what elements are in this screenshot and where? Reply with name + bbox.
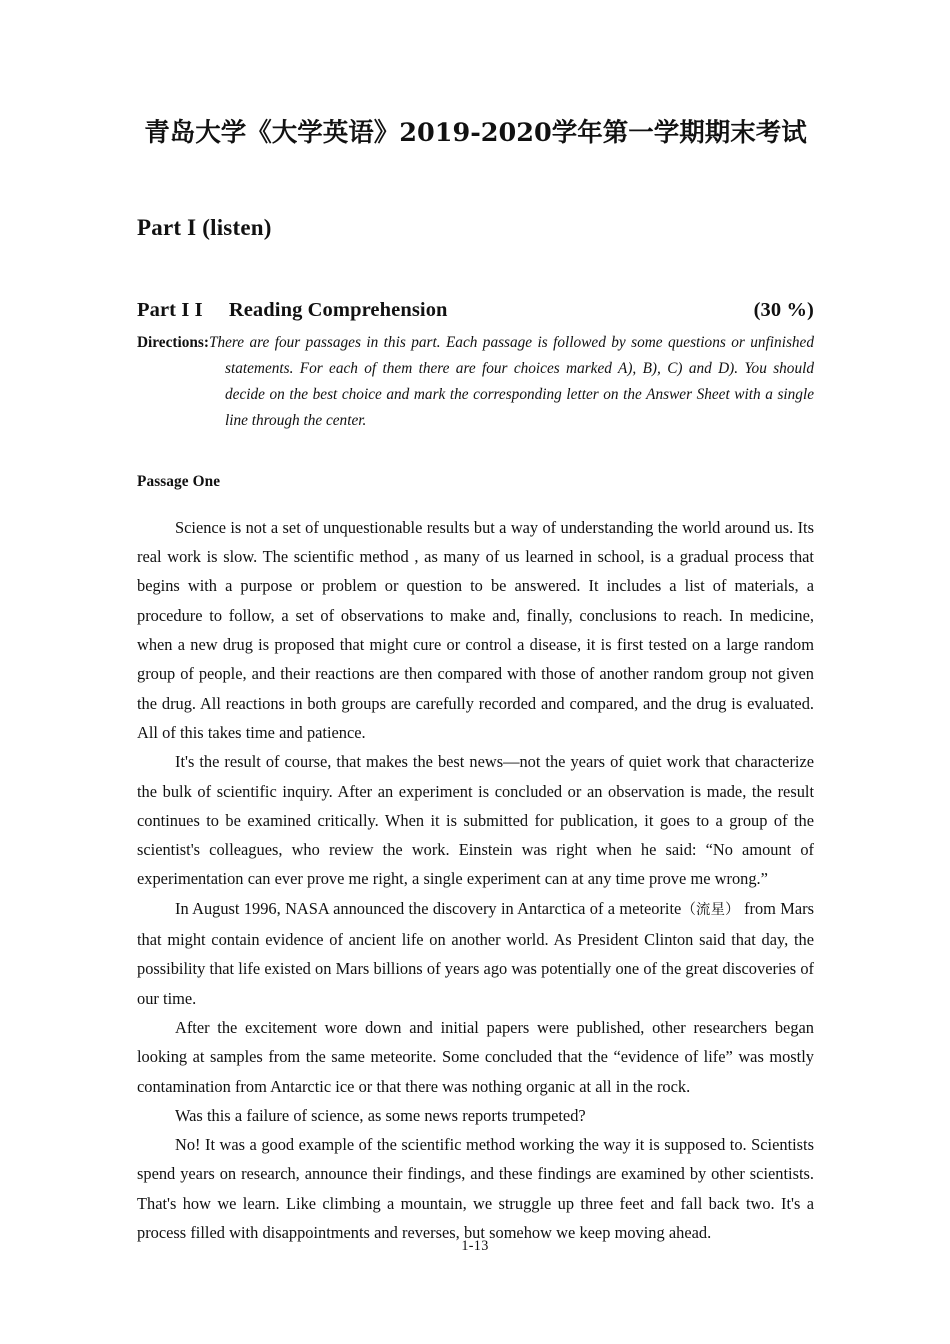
- section-heading-part-two: Part I I Reading Comprehension: [137, 298, 448, 321]
- passage-paragraph: Was this a failure of science, as some news reports trumpeted?: [175, 1105, 586, 1125]
- chinese-gloss-meteorite: （流星）: [681, 901, 740, 918]
- page-number-footer: 1-13: [461, 1238, 489, 1254]
- passage-paragraph: After the excitement wore down and initial papers were published, other researchers began looking at samples from the same meteorite. Some concluded that the “evidence of life” was mostly contamination from Antarctic ice or that there was nothing organic at all in the rock.: [137, 1017, 814, 1096]
- directions-block: [137, 330, 814, 434]
- directions-label: Directions:: [137, 333, 209, 351]
- section-score-part-two: (30 %): [753, 298, 814, 321]
- directions-text: There are four passages in this part. Each passage is followed by some questions or unfinished statements. For each of them there are four choices marked A), B), C) and D). You should decide on the best choice and mark the corresponding letter on the Answer Sheet with a single line through the center.: [208, 333, 814, 429]
- section-heading-part-two-row: [137, 241, 814, 322]
- passage-paragraph: It's the result of course, that makes the best news—not the years of quiet work that characterize the bulk of scientific inquiry. After an experiment is concluded or an observation is made, the result continues to be examined critically. When it is submitted for publication, it goes to a group of the scientist's colleagues, who review the work. Einstein was right when he said: “No amount of experimentation can ever prove me right, a single experiment can at any time prove me wrong.”: [137, 752, 814, 889]
- passage-heading: Passage One: [137, 472, 221, 490]
- page-content: [137, 0, 814, 1247]
- passage-paragraph: No! It was a good example of the scientific method working the way it is supposed to. Scientists spend years on research, announce their findings, and these findings are examined by other scientists. That's how we learn. Like climbing a mountain, we struggle up three feet and fall back two. It's a process filled with disappointments and reverses, but somehow we keep moving ahead.: [137, 1135, 814, 1243]
- passage-body: [137, 491, 814, 1247]
- page-title: 青岛大学《大学英语》2019-2020学年第一学期期末考试: [144, 118, 807, 148]
- nasa-text-before-gloss: In August 1996, NASA announced the discovery in Antarctica of a meteorite: [175, 898, 682, 918]
- passage-paragraph: Science is not a set of unquestionable results but a way of understanding the world around us. Its real work is slow. The scientific method , as many of us learned in school, is a gradual process that begins with a purpose or problem or question to be answered. It includes a list of materials, a procedure to follow, a set of observations to make and, finally, conclusions to reach. In medicine, when a new drug is proposed that might cure or control a disease, it is first tested on a large random group of people, and their reactions are then compared with those of another random group not given the drug. All reactions in both groups are carefully recorded and compared, and the drug is evaluated. All of this takes time and patience.: [137, 517, 814, 742]
- nasa-text-after-gloss: from Mars that might contain evidence of ancient life on another world. As President Clinton said that day, the possibility that life existed on Mars billions of years ago was potentially one of the great discoveries of our time.: [137, 898, 814, 1008]
- passage-paragraph-nasa: [137, 894, 814, 1013]
- section-heading-part-one: Part I (listen): [137, 214, 272, 240]
